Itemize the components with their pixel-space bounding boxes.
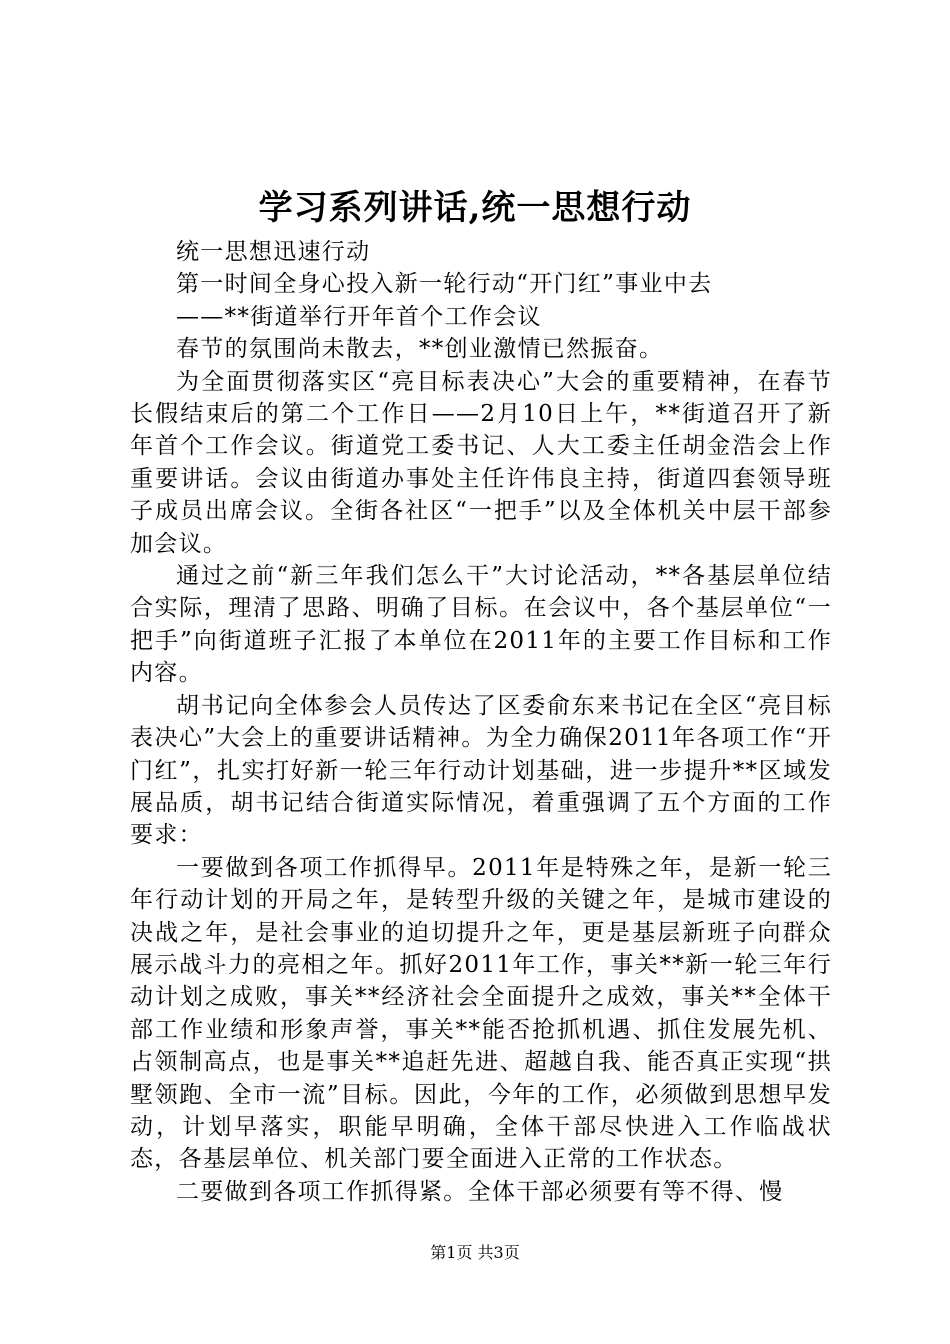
paragraph: ——**街道举行开年首个工作会议 bbox=[176, 303, 542, 330]
paragraph: 一要做到各项工作抓得早。2011年是特殊之年，是新一轮三年行动计划的开局之年，是转型升级的关键之年，是城市建设的决战之年，是社会事业的迫切提升之年，更是基层新班子向群众展示战斗力的亮相之年。抓好2011年工作，事关**新一轮三年行动计划之成败，事关**经济社会全面提升之成效，事关**全体干部工作业绩和形象声誉，事关**能否抢抓机遇、抓住发展先机、占领制高点，也是事关**追赶先进、超越自我、能否真正实现“拱墅领跑、全市一流”目标。因此，今年的工作，必须做到思想早发动，计划早落实，职能早明确，全体干部尽快进入工作临战状态，各基层单位、机关部门要全面进入正常的工作状态。 bbox=[130, 854, 832, 1173]
paragraph: 胡书记向全体参会人员传达了区委俞东来书记在全区“亮目标表决心”大会上的重要讲话精神。为全力确保2011年各项工作“开门红”，扎实打好新一轮三年行动计划基础，进一步提升**区域发展品质，胡书记结合街道实际情况，着重强调了五个方面的工作要求： bbox=[130, 692, 832, 849]
paragraph: 统一思想迅速行动 bbox=[176, 239, 371, 265]
paragraph: 通过之前“新三年我们怎么干”大讨论活动，**各基层单位结合实际，理清了思路、明确了目标。在会议中，各个基层单位“一把手”向街道班子汇报了本单位在2011年的主要工作目标和工作内容。 bbox=[130, 563, 832, 687]
document-body bbox=[130, 236, 832, 1208]
paragraph: 为全面贯彻落实区“亮目标表决心”大会的重要精神，在春节长假结束后的第二个工作日——2月10日上午，**街道召开了新年首个工作会议。街道党工委书记、人大工委主任胡金浩会上作重要讲话。会议由街道办事处主任许伟良主持，街道四套领导班子成员出席会议。全街各社区“一把手”以及全体机关中层干部参加会议。 bbox=[130, 368, 832, 557]
document-title: 学习系列讲话,统一思想行动 bbox=[258, 188, 692, 228]
page-number-footer: 第1页 共3页 bbox=[430, 1243, 520, 1262]
paragraph: 二要做到各项工作抓得紧。全体干部必须要有等不得、慢 bbox=[176, 1178, 784, 1205]
paragraph: 第一时间全身心投入新一轮行动“开门红”事业中去 bbox=[176, 271, 713, 298]
paragraph: 春节的氛围尚未散去，**创业激情已然振奋。 bbox=[176, 336, 664, 363]
